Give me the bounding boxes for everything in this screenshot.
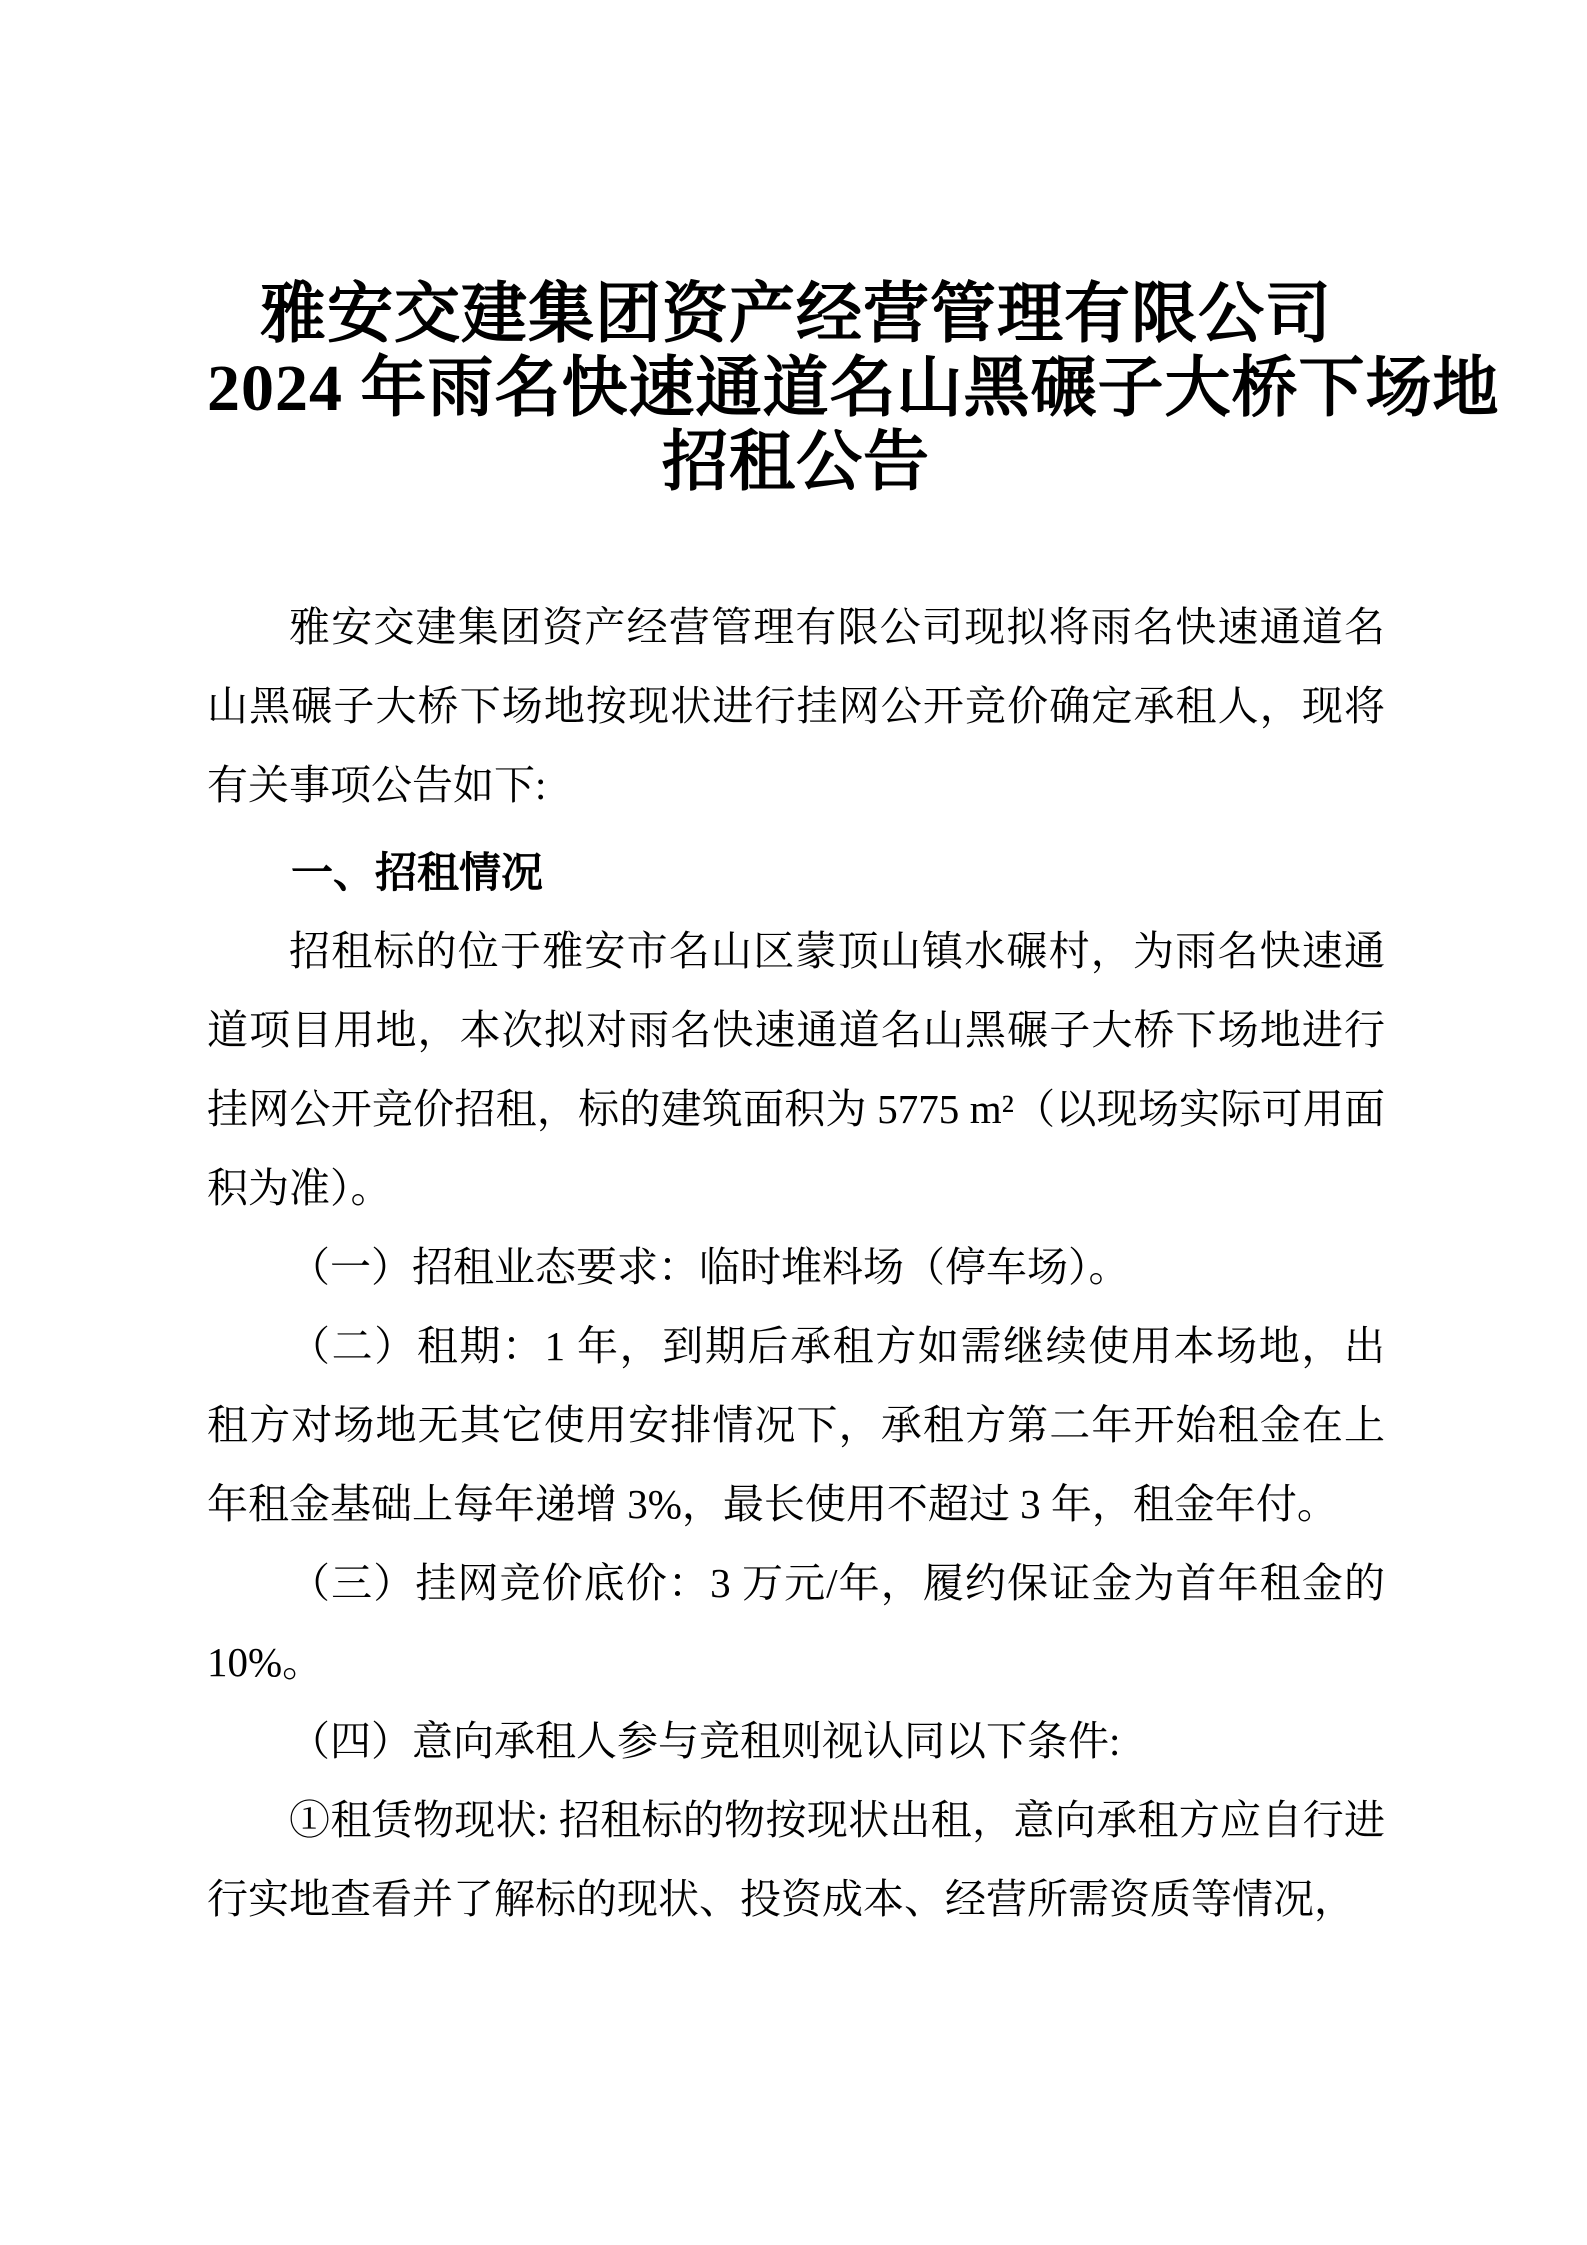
document-title xyxy=(207,278,1500,500)
title-line-notice: 招租公告 xyxy=(662,426,930,499)
intro-paragraph: 雅安交建集团资产经营管理有限公司现拟将雨名快速通道名山黑碾子大桥下场地按现状进行挂网公开竞价确定承租人，现将有关事项公告如下: xyxy=(207,604,1385,808)
section-heading-rental-info: 一、招租情况 xyxy=(291,849,544,896)
title-line-project: 2024 年雨名快速通道名山黑碾子大桥下场地 xyxy=(207,352,1500,425)
paragraph-business-type: （一）招租业态要求：临时堆料场（停车场）。 xyxy=(289,1244,1130,1290)
paragraph-rental-location: 招租标的位于雅安市名山区蒙顶山镇水碾村，为雨名快速通道项目用地，本次拟对雨名快速通道名山黑碾子大桥下场地进行挂网公开竞价招租，标的建筑面积为 5775 m²（以现场实际可用面积为准）。 xyxy=(207,928,1385,1211)
paragraph-base-price: （三）挂网竞价底价：3 万元/年，履约保证金为首年租金的 10%。 xyxy=(207,1560,1385,1685)
document-body xyxy=(207,588,1385,1939)
paragraph-lease-term: （二）租期：1 年，到期后承租方如需继续使用本场地，出租方对场地无其它使用安排情况下，承租方第二年开始租金在上年租金基础上每年递增 3%，最长使用不超过 3 年，租金年付。 xyxy=(207,1323,1385,1527)
title-line-company: 雅安交建集团资产经营管理有限公司 xyxy=(260,278,1332,351)
paragraph-conditions-intro: （四）意向承租人参与竞租则视认同以下条件: xyxy=(289,1718,1121,1764)
paragraph-property-status: ①租赁物现状: 招租标的物按现状出租，意向承租方应自行进行实地查看并了解标的现状、投资成本、经营所需资质等情况， xyxy=(207,1797,1385,1922)
